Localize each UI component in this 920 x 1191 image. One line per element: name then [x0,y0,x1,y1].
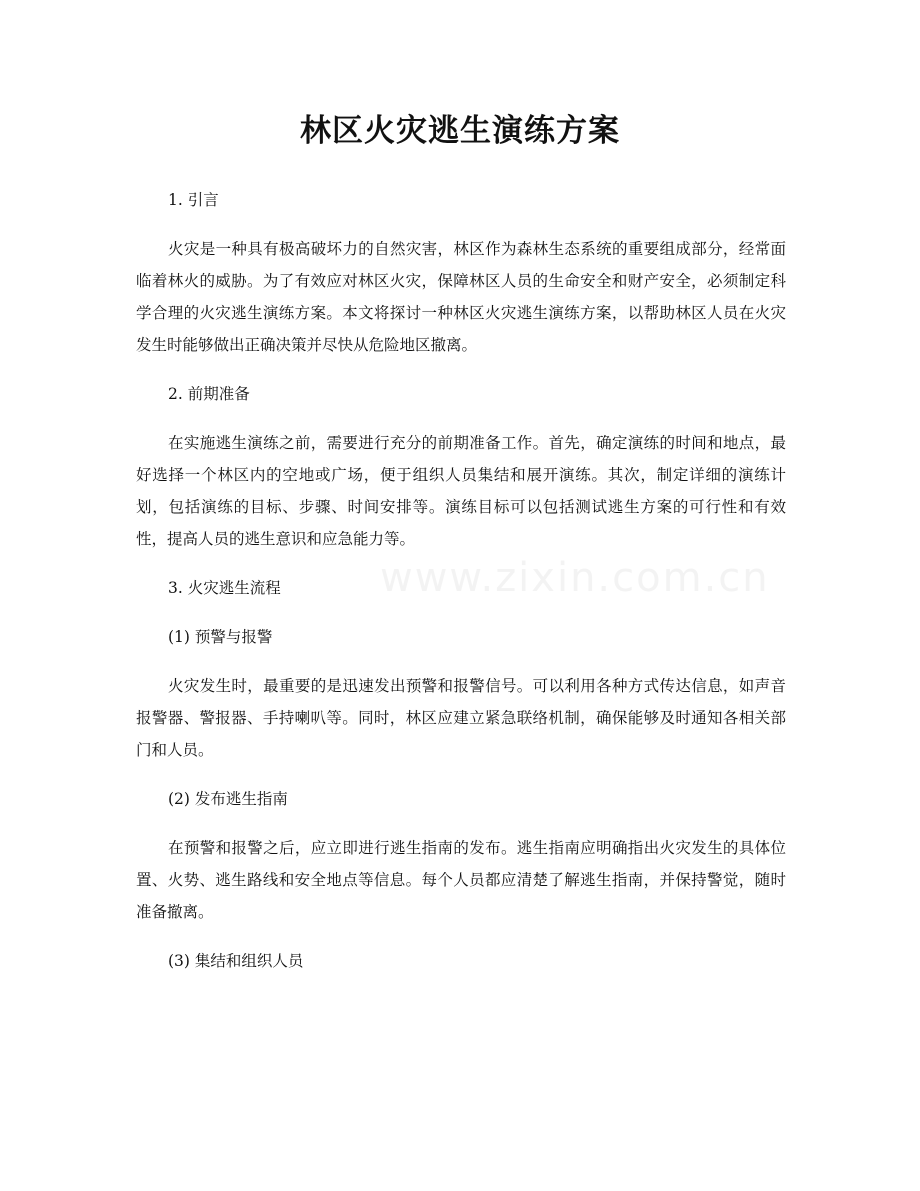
paragraph-guide: 在预警和报警之后，应立即进行逃生指南的发布。逃生指南应明确指出火灾发生的具体位置、火势、逃生路线和安全地点等信息。每个人员都应清楚了解逃生指南，并保持警觉，随时准备撤离。 [136,839,786,921]
paragraph-preparation: 在实施逃生演练之前，需要进行充分的前期准备工作。首先，确定演练的时间和地点，最好选择一个林区内的空地或广场，便于组织人员集结和展开演练。其次，制定详细的演练计划，包括演练的目标、步骤、时间安排等。演练目标可以包括测试逃生方案的可行性和有效性，提高人员的逃生意识和应急能力等。 [136,434,786,548]
subsection-heading-assembly: (3) 集结和组织人员 [168,952,304,970]
watermark: www.zixin.com.cn [380,555,770,601]
document-title: 林区火灾逃生演练方案 [300,113,620,149]
subsection-heading-guide: (2) 发布逃生指南 [168,790,288,808]
document-body [136,184,786,977]
section-heading-process: 3. 火灾逃生流程 [168,579,281,597]
paragraph-intro: 火灾是一种具有极高破坏力的自然灾害，林区作为森林生态系统的重要组成部分，经常面临着林火的威胁。为了有效应对林区火灾，保障林区人员的生命安全和财产安全，必须制定科学合理的火灾逃生演练方案。本文将探讨一种林区火灾逃生演练方案，以帮助林区人员在火灾发生时能够做出正确决策并尽快从危险地区撤离。 [136,240,786,354]
subsection-heading-warning: (1) 预警与报警 [168,628,273,646]
section-heading-preparation: 2. 前期准备 [168,385,250,403]
paragraph-warning: 火灾发生时，最重要的是迅速发出预警和报警信号。可以利用各种方式传达信息，如声音报警器、警报器、手持喇叭等。同时，林区应建立紧急联络机制，确保能够及时通知各相关部门和人员。 [136,677,786,759]
section-heading-intro: 1. 引言 [168,191,219,209]
